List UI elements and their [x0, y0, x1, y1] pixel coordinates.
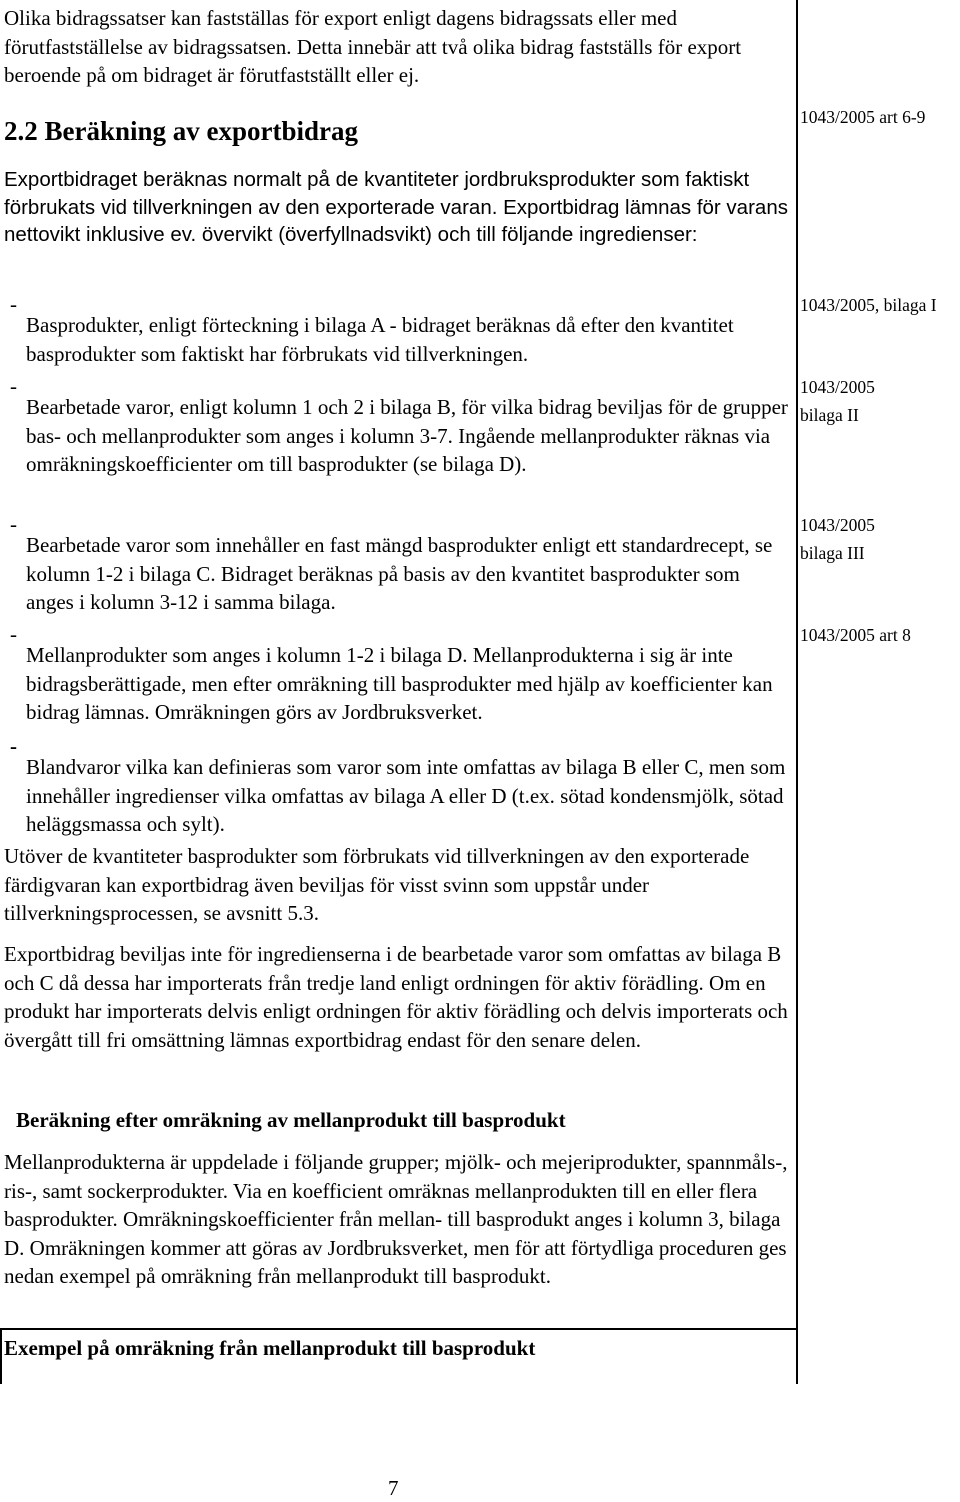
list-item-text: Basprodukter, enligt förteckning i bilaga A - bidraget beräknas då efter den kvantitet basprodukter som faktiskt har förbrukats vid tillverkningen. — [26, 313, 734, 366]
margin-reference: 1043/2005 art 6-9 — [800, 107, 926, 127]
margin-reference: 1043/2005 — [800, 515, 875, 535]
list-item-text: Blandvaror vilka kan definieras som varor som inte omfattas av bilaga B eller C, men som innehåller ingredienser vilka omfattas av bilaga A eller D (t.ex. sötad kondensmjölk, sötad heläggsmassa och sylt). — [26, 755, 786, 836]
margin-reference: 1043/2005 — [800, 377, 875, 397]
example-heading-block — [4, 1334, 794, 1362]
margin-reference: 1043/2005, bilaga I — [800, 295, 937, 315]
example-box-top-border — [0, 1328, 798, 1330]
list-dash: - — [10, 734, 17, 758]
list-item-text: Bearbetade varor, enligt kolumn 1 och 2 i bilaga B, för vilka bidrag beviljas för de grupper bas- och mellanprodukter som anges i kolumn 3-7. Ingående mellanprodukter räknas via omräkningskoefficienter om till basprodukter (se bilaga D). — [26, 395, 788, 476]
mellan-paragraph: Mellanprodukterna är uppdelade i följande grupper; mjölk- och mejeriprodukter, spannmåls-, ris-, samt sockerprodukter. Via en koefficient omräknas mellanprodukten till en eller flera basprodukter. Omräkningskoefficienter från mellan- till basprodukt anges i kolumn 3, bilaga D. Omräkningen kommer att göras av Jordbruksverket, men för att förtydliga proceduren ges nedan exempel på omräkning från mellanprodukt till basprodukt. — [4, 1150, 788, 1288]
example-heading: Exempel på omräkning från mellanprodukt till basprodukt — [4, 1336, 536, 1360]
margin-reference: 1043/2005 art 8 — [800, 625, 911, 645]
example-box-left-border — [0, 1328, 2, 1384]
list-item-text: Mellanprodukter som anges i kolumn 1-2 i bilaga D. Mellanprodukterna i sig är inte bidragsberättigade, men efter omräkning till basprodukter med hjälp av koefficienter kan bidrag lämnas. Omräkningen görs av Jordbruksverket. — [26, 643, 773, 724]
list-item — [10, 510, 792, 638]
section-intro-block — [4, 166, 794, 249]
mellan-paragraph-block — [4, 1148, 794, 1291]
svinn-paragraph: Utöver de kvantiteter basprodukter som förbrukats vid tillverkningen av den exporterade färdigvaran kan exportbidrag även beviljas för visst svinn som uppstår under tillverkningsprocessen, se avsnitt 5.3. — [4, 844, 750, 925]
section-intro-paragraph: Exportbidraget beräknas normalt på de kvantiteter jordbruksprodukter som faktiskt förbrukats vid tillverkningen av den exporterade varan. Exportbidrag lämnas för varans nettovikt inklusive ev. övervikt (överfyllnadsvikt) och till följande ingredienser: — [4, 168, 788, 246]
list-dash: - — [10, 622, 17, 646]
margin-divider-line — [796, 0, 798, 1384]
margin-reference: bilaga II — [800, 405, 859, 425]
list-item-text: Bearbetade varor som innehåller en fast mängd basprodukter enligt ett standardrecept, se kolumn 1-2 i bilaga C. Bidraget beräknas på basis av den kvantitet basprodukter som anges i kolumn 3-12 i samma bilaga. — [26, 533, 773, 614]
list-item — [10, 732, 792, 860]
svinn-paragraph-block — [4, 842, 794, 928]
list-dash: - — [10, 292, 17, 316]
list-item — [10, 372, 792, 500]
section-heading: 2.2 Beräkning av exportbidrag — [4, 116, 359, 146]
section-heading-block — [4, 114, 794, 148]
subheading-block — [16, 1106, 806, 1134]
list-item — [10, 620, 792, 748]
margin-reference: bilaga III — [800, 543, 865, 563]
subheading: Beräkning efter omräkning av mellanprodukt till basprodukt — [16, 1108, 566, 1132]
import-paragraph-block — [4, 940, 794, 1054]
intro-paragraph: Olika bidragssatser kan fastställas för export enligt dagens bidragssats eller med förutfastställelse av bidragssatsen. Detta innebär att två olika bidrag fastställs för export beroende på om bidraget är förutfastställt eller ej. — [4, 6, 742, 87]
import-paragraph: Exportbidrag beviljas inte för ingredienserna i de bearbetade varor som omfattas av bilaga B och C då dessa har importerats från tredje land enligt ordningen för aktiv förädling. Om en produkt har importerats delvis enligt ordningen för aktiv förädling och delvis importerats och övergått till fri omsättning lämnas exportbidrag endast för den senare delen. — [4, 942, 788, 1052]
page-number: 7 — [388, 1476, 399, 1500]
list-dash: - — [10, 374, 17, 398]
list-dash: - — [10, 512, 17, 536]
intro-paragraph-block — [4, 4, 794, 90]
